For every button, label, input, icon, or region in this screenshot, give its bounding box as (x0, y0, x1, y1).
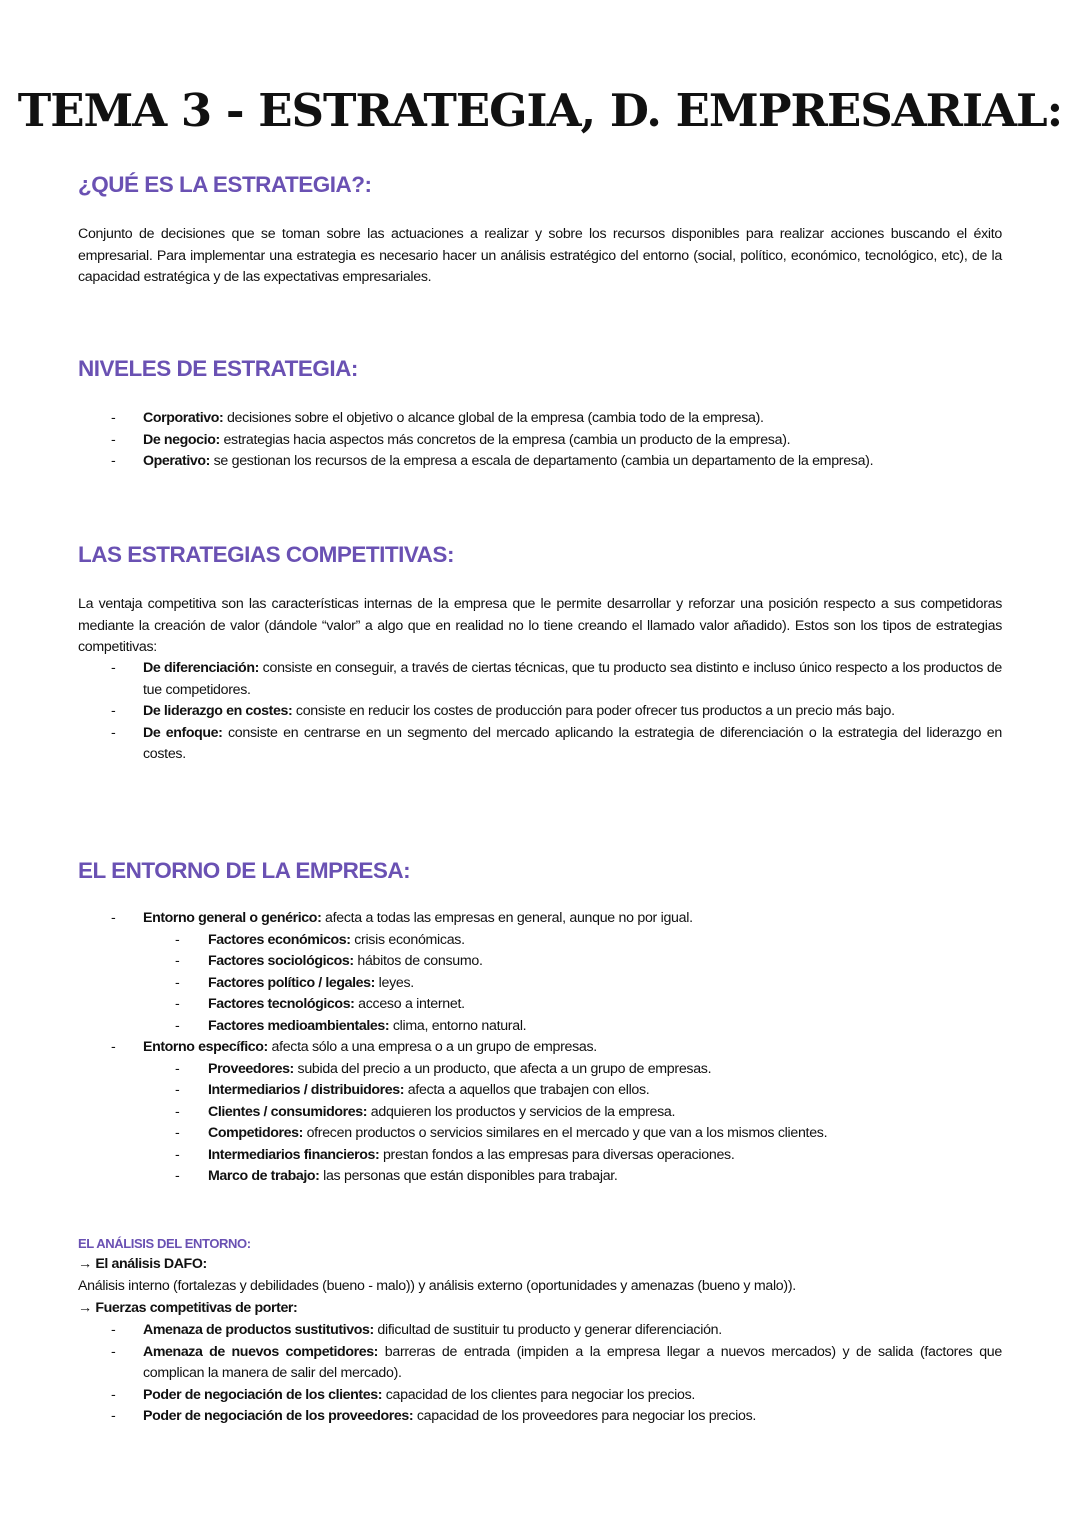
bullet-dash: - (175, 1103, 180, 1120)
bullet-dash: - (175, 1082, 180, 1098)
bullet-dash: - (111, 660, 116, 676)
heading-niveles-estrategia: NIVELES DE ESTRATEGIA: (78, 356, 358, 381)
list-item (0, 1320, 1002, 1342)
item-text: crisis económicas. (350, 931, 465, 948)
list-item (0, 723, 1002, 766)
bullet-dash: - (175, 931, 180, 948)
list-item (0, 1385, 1002, 1407)
item-text: consiste en conseguir, a través de ciertas técnicas, que tu producto sea distinto e incluso único respecto a los productos de tue competidores. (143, 660, 1002, 698)
heading-que-es-estrategia: ¿QUÉ ES LA ESTRATEGIA?: (78, 172, 372, 197)
list-item-entorno-general (0, 908, 1002, 930)
subheading-porter (78, 1298, 297, 1320)
list-item (0, 451, 1002, 473)
item-text: se gestionan los recursos de la empresa a escala de departamento (cambia un departamento de la empresa). (209, 453, 874, 469)
item-term: Entorno específico: (143, 1039, 268, 1055)
list-item-entorno-especifico (0, 1037, 1002, 1059)
list-item (0, 430, 1002, 452)
item-text: adquieren los productos y servicios de la empresa. (367, 1103, 676, 1120)
item-term: Factores sociológicos: (208, 953, 354, 969)
item-term: Proveedores: (208, 1060, 294, 1077)
item-text: capacidad de los clientes para negociar los precios. (382, 1386, 696, 1403)
list-item (0, 930, 1002, 952)
item-term: Amenaza de nuevos competidores: (143, 1343, 379, 1360)
item-text: consiste en centrarse en un segmento del mercado aplicando la estrategia de diferenciación o la estrategia del liderazgo en costes. (143, 724, 1002, 762)
item-term: Factores económicos: (208, 931, 351, 948)
item-text: afecta a aquellos que trabajen con ellos. (404, 1082, 650, 1098)
item-term: De negocio: (143, 431, 220, 448)
list-item (0, 1080, 1002, 1102)
bullet-dash: - (175, 996, 180, 1012)
item-text: prestan fondos a las empresas para diversas operaciones. (379, 1146, 735, 1163)
bullet-dash: - (175, 1168, 180, 1184)
dafo-heading: → El análisis DAFO: (78, 1256, 207, 1272)
heading-estrategias-competitivas: LAS ESTRATEGIAS COMPETITIVAS: (78, 542, 454, 567)
item-text: capacidad de los proveedores para negociar los precios. (413, 1408, 757, 1424)
item-text: ofrecen productos o servicios similares en el mercado y que van a los mismos clientes. (302, 1125, 828, 1141)
bullet-dash: - (111, 724, 116, 741)
item-term: Competidores: (208, 1125, 303, 1141)
item-text: estrategias hacia aspectos más concretos de la empresa (cambia un producto de la empresa). (219, 431, 791, 448)
list-item (0, 1059, 1002, 1081)
item-term: Factores medioambientales: (208, 1017, 390, 1034)
bullet-dash: - (175, 1060, 180, 1077)
item-text: las personas que están disponibles para trabajar. (319, 1168, 618, 1184)
item-term: Marco de trabajo: (208, 1168, 320, 1184)
list-item (0, 1145, 1002, 1167)
page-title: TEMA 3 - ESTRATEGIA, D. EMPRESARIAL: (17, 84, 1063, 137)
list-item (0, 1342, 1002, 1385)
list-estrategias-competitivas (0, 658, 1080, 766)
item-text: hábitos de consumo. (353, 953, 483, 969)
item-text: clima, entorno natural. (389, 1017, 527, 1034)
item-term: Entorno general o genérico: (143, 910, 322, 926)
item-term: Intermediarios financieros: (208, 1146, 380, 1163)
bullet-dash: - (111, 910, 116, 926)
bullet-dash: - (175, 953, 180, 969)
bullet-dash: - (111, 431, 116, 448)
list-entorno (0, 908, 1080, 1188)
porter-heading: → Fuerzas competitivas de porter: (78, 1300, 298, 1316)
list-item (0, 1123, 1002, 1145)
list-item (0, 1166, 1002, 1188)
item-term: Poder de negociación de los proveedores: (143, 1408, 414, 1424)
item-term: Factores político / legales: (208, 974, 375, 991)
heading-analisis-entorno: EL ANÁLISIS DEL ENTORNO: (78, 1236, 251, 1251)
item-text: afecta a todas las empresas en general, aunque no por igual. (321, 910, 693, 926)
item-text: barreras de entrada (impiden a la empresa llegar a nuevos mercados) y de salida (factores que complican la manera de salir del mercado). (143, 1343, 1002, 1381)
item-text: acceso a internet. (354, 996, 465, 1012)
bullet-dash: - (111, 703, 116, 719)
item-term: De diferenciación: (143, 660, 259, 676)
list-item (0, 1016, 1002, 1038)
item-text: subida del precio a un producto, que afecta a un grupo de empresas. (293, 1060, 712, 1077)
list-fuerzas-porter (0, 1320, 1080, 1428)
bullet-dash: - (111, 410, 116, 426)
list-item (0, 408, 1002, 430)
paragraph-dafo: Análisis interno (fortalezas y debilidades (bueno - malo)) y análisis externo (oportunidades y amenazas (bueno y malo)). (78, 1278, 796, 1294)
item-term: De enfoque: (143, 724, 223, 741)
list-item (0, 1406, 1002, 1428)
list-item (0, 994, 1002, 1016)
bullet-dash: - (111, 1039, 116, 1055)
item-text: dificultad de sustituir tu producto y generar diferenciación. (373, 1322, 722, 1338)
item-text: decisiones sobre el objetivo o alcance global de la empresa (cambia todo de la empresa). (223, 410, 764, 426)
item-text: afecta sólo a una empresa o a un grupo de empresas. (267, 1039, 597, 1055)
paragraph-definicion: Conjunto de decisiones que se toman sobre las actuaciones a realizar y sobre los recursos disponibles para realizar acciones buscando el éxito empresarial. Para implementar una estrategia es necesario hacer un análisis estratégico del entorno (social, político, económico, tecnológico, etc), de la capacidad estratégica y de las expectativas empresariales. (78, 226, 1002, 285)
item-term: De liderazgo en costes: (143, 703, 293, 719)
item-term: Clientes / consumidores: (208, 1103, 368, 1120)
list-niveles (0, 408, 1080, 473)
list-item (0, 658, 1002, 701)
bullet-dash: - (175, 1146, 180, 1163)
list-item (0, 973, 1002, 995)
item-term: Corporativo: (143, 410, 224, 426)
item-term: Amenaza de productos sustitutivos: (143, 1322, 374, 1338)
list-item (0, 1102, 1002, 1124)
list-item (0, 951, 1002, 973)
bullet-dash: - (175, 1017, 180, 1034)
bullet-dash: - (111, 1322, 116, 1338)
bullet-dash: - (175, 1125, 180, 1141)
bullet-dash: - (111, 453, 116, 469)
bullet-dash: - (175, 974, 180, 991)
item-text: leyes. (374, 974, 414, 991)
item-term: Intermediarios / distribuidores: (208, 1082, 405, 1098)
bullet-dash: - (111, 1343, 116, 1360)
paragraph-ventaja-competitiva: La ventaja competitiva son las características internas de la empresa que le permite desarrollar y reforzar una posición respecto a sus competidoras mediante la creación de valor (dándole “valor” a algo que en realidad no lo tiene creando el llamado valor añadido). Estos son los tipos de estrategias competitivas: (78, 596, 1002, 655)
item-term: Factores tecnológicos: (208, 996, 355, 1012)
list-item (0, 701, 1002, 723)
heading-entorno-empresa: EL ENTORNO DE LA EMPRESA: (78, 858, 411, 883)
item-term: Poder de negociación de los clientes: (143, 1386, 383, 1403)
bullet-dash: - (111, 1408, 116, 1424)
item-term: Operativo: (143, 453, 210, 469)
subheading-dafo (78, 1254, 207, 1276)
item-text: consiste en reducir los costes de producción para poder ofrecer tus productos a un precio más bajo. (292, 703, 895, 719)
bullet-dash: - (111, 1386, 116, 1403)
